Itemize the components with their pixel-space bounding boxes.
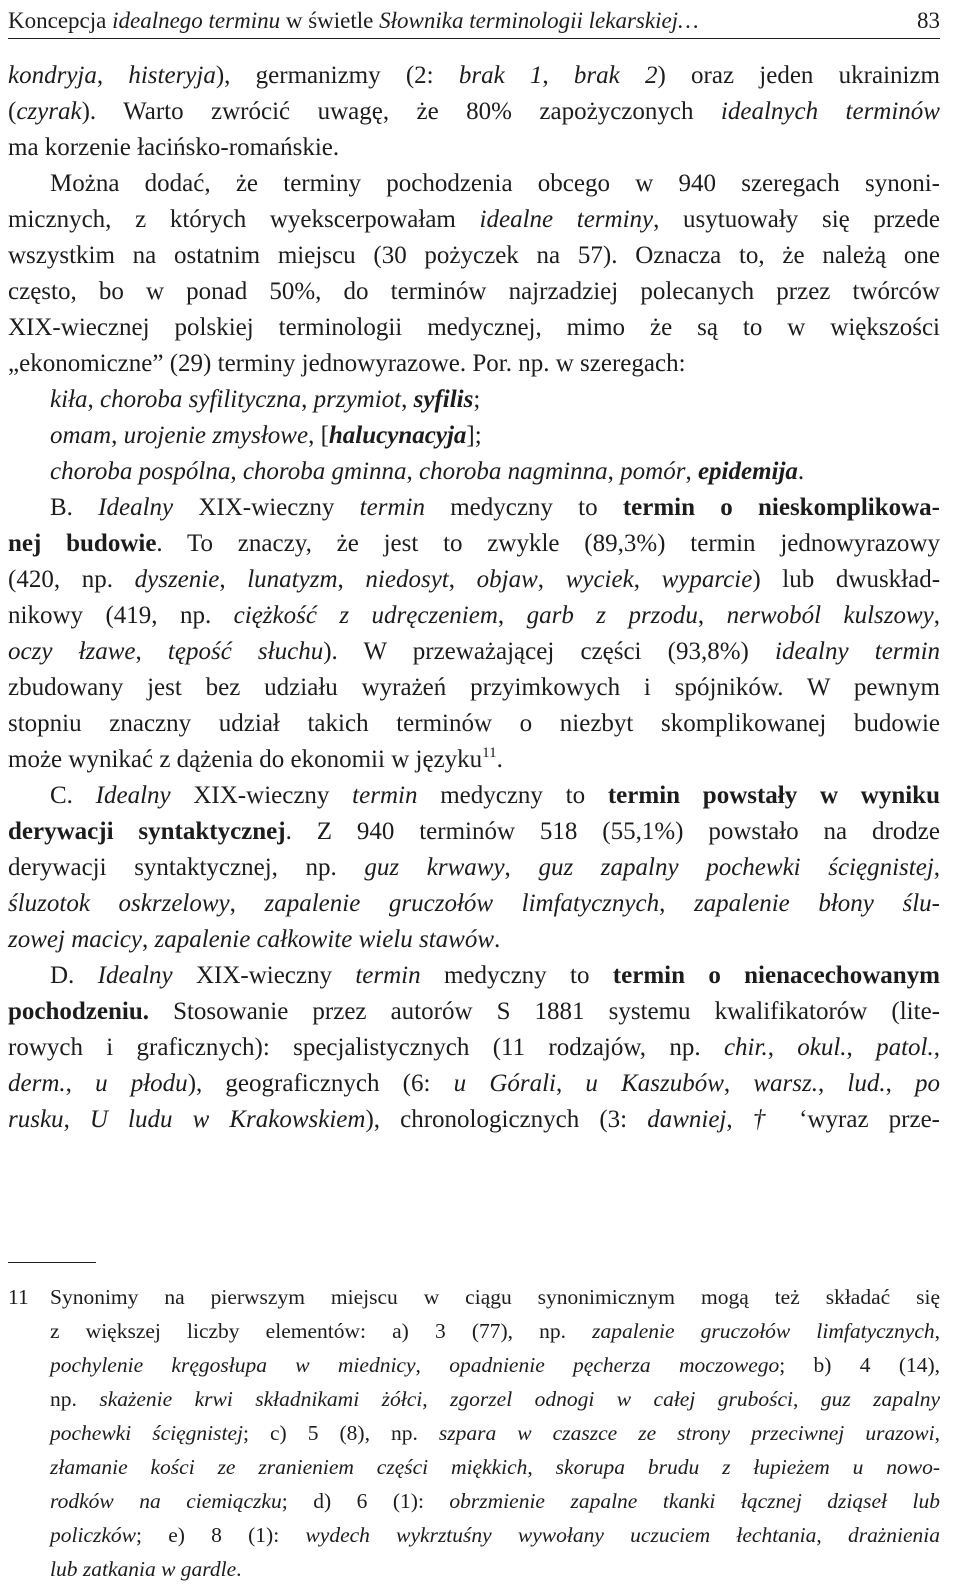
text-run: Synonimy na pierwszym miejscu w ciągu synonimicznym mogą też składać się [50,1285,940,1309]
text-run: . To znaczy, że jest to zwykle (89,3%) termin jednowyrazowy [156,530,940,557]
italic-text: Idealny [98,494,174,521]
text-run: ). Warto zwrócić uwagę, że 80% zapożyczonych [81,98,721,125]
italic-text: złamanie kości ze zranieniem części miękkich [50,1455,528,1479]
text-run: , [301,386,314,413]
text-run: XIX-wieczny [172,962,356,989]
text-line [8,58,940,94]
text-line [8,1102,940,1138]
text-run: derywacji syntaktycznej, np. [8,854,365,881]
text-run: medyczny to [424,494,623,521]
footnote-line [8,1280,940,1314]
text-run: zbudowany jest bez udziału wyrażeń przyimkowych i spójników. W pewnym [8,674,940,701]
text-run: Koncepcja [8,8,113,33]
text-run: Można dodać, że terminy pochodzenia obcego w 940 szeregach synoni- [50,170,940,197]
footnote-line [8,1518,940,1552]
text-line [8,670,940,706]
text-run: , [659,890,694,917]
italic-text: idealnego terminu [112,8,281,33]
italic-text: wyparcie [661,566,753,593]
italic-text: warsz. [753,1070,818,1097]
text-run: , [933,602,941,629]
text-run: , [96,62,129,89]
italic-text: wyciek [565,566,634,593]
italic-text: pomór [620,458,686,485]
text-run: XIX-wieczny [170,782,353,809]
italic-text: choroba pospólna [50,458,231,485]
text-run: wszystkim na ostatnim miejscu (30 pożyczek na 57). Oznacza to, że należą one [8,242,940,269]
italic-text: u Kaszubów [585,1070,724,1097]
italic-text: guz zapalny pochewki ścięgnistej [538,854,934,881]
text-run: . [236,1557,242,1581]
italic-text: U ludu w Krakowskiem [89,1106,366,1133]
footnote-divider [8,1262,96,1263]
text-run: , [846,1034,877,1061]
text-run: , [422,1387,451,1411]
italic-text: brak 2 [573,62,658,89]
italic-text: policzków [50,1523,136,1547]
text-run: , [934,1319,940,1343]
text-run: , [229,890,265,917]
text-line [8,166,940,202]
italic-text: wydech wykrztuśny wywołany uczuciem łechtania [305,1523,817,1547]
italic-text: okul. [797,1034,847,1061]
italic-text: zapalenie gruczołów limfatycznych [264,890,660,917]
text-run: , [885,1070,915,1097]
text-run: , [65,1070,96,1097]
text-run: , [723,1070,754,1097]
text-run: ), geograficznych (6: [187,1070,454,1097]
running-head [8,6,940,39]
text-run: ) oraz jeden ukrainizm [657,62,940,89]
text-run: , [87,386,100,413]
running-head-title [8,6,699,36]
italic-text: drażnienia [848,1523,941,1547]
italic-text: po [915,1070,940,1097]
text-run: , [219,566,248,593]
text-line [8,1066,940,1102]
text-line [8,526,940,562]
text-run: ‘wyraz prze- [779,1106,940,1133]
italic-text: objaw [476,566,538,593]
italic-text: lud. [847,1070,886,1097]
italic-text: urojenie zmysłowe [123,422,309,449]
italic-text: choroba gminna [242,458,407,485]
text-run: , [726,1106,753,1133]
text-run: , [556,1070,586,1097]
text-run: , [607,458,621,485]
italic-text: szpara w czaszce ze strony przeciwnej urazowi [438,1421,935,1445]
text-line [8,418,940,454]
italic-text: niedosyt [365,566,449,593]
italic-text: guz zapalny [820,1387,941,1411]
text-line [8,202,940,238]
italic-text: choroba nagminna [418,458,608,485]
text-run: często, bo w ponad 50%, do terminów najrzadziej polecanych przez twórców [8,278,940,305]
bold-text: derywacji syntaktycznej [8,818,286,845]
text-run: , [542,62,574,89]
text-line [8,454,940,490]
text-run: , [230,458,243,485]
text-run: medyczny to [417,782,608,809]
text-run: , [ [308,422,329,449]
italic-text: pochylenie kręgosłupa w miednicy [50,1353,416,1377]
italic-text: idealne terminy [479,206,654,233]
italic-text: śluzotok oskrzelowy [8,890,230,917]
text-run: XIX-wieczny [173,494,360,521]
italic-text: termin [359,494,425,521]
text-line [8,598,940,634]
text-line [8,634,940,670]
text-run: w świetle [280,8,380,33]
italic-text: zgorzel odnogi w całej grubości [450,1387,794,1411]
text-run: , usytuowały się przede [653,206,940,233]
text-run: , [135,638,168,665]
italic-text: przymiot [313,386,402,413]
text-line [8,130,940,166]
bold-text: nej budowie [8,530,157,557]
italic-text: termin [355,962,421,989]
text-run: , [401,386,414,413]
italic-text: histeryja [128,62,216,89]
text-line [8,886,940,922]
italic-text: nerwoból kulszowy [726,602,934,629]
text-run: ; c) 5 (8), np. [242,1421,439,1445]
footnote-line [8,1552,940,1586]
footnote-line [8,1348,940,1382]
text-run: . [797,458,805,485]
bold-text: pochodzeniu. [8,998,150,1025]
italic-text: Idealny [95,782,171,809]
italic-text: brak 1 [458,62,543,89]
text-run: ), germanizmy (2: [215,62,459,89]
text-run: medyczny to [420,962,613,989]
text-line [8,346,940,382]
text-line [8,490,940,526]
text-run: , [933,1034,941,1061]
text-run: ma korzenie łacińsko-romańskie. [8,134,340,161]
text-run: ; [473,386,481,413]
italic-text: czyrak [16,98,82,125]
text-run: , [537,566,566,593]
text-line [8,706,940,742]
italic-text: zapalenie gruczołów limfatycznych [592,1319,935,1343]
text-line [8,238,940,274]
italic-text: pochewki ścięgnistej [50,1421,243,1445]
text-run: rowych i graficznych): specjalistycznych (11 rodzajów, np. [8,1034,724,1061]
text-run: , [685,458,698,485]
text-run: C. [50,782,96,809]
italic-text: dyszenie [134,566,220,593]
text-line [8,850,940,886]
text-run: , [337,566,366,593]
footnote-reference: 11 [482,745,497,761]
text-run: , [816,1523,849,1547]
text-run: , [633,566,662,593]
italic-text: kiła [50,386,88,413]
text-run: , [415,1353,450,1377]
italic-text: obrzmienie zapalne tkanki łącznej dziąseł lub [449,1489,940,1513]
text-run: nikowy (419, np. [8,602,234,629]
text-run: . Z 940 terminów 518 (55,1%) powstało na drodze [285,818,940,845]
italic-text: idealnych terminów [720,98,940,125]
italic-text: u płodu [95,1070,188,1097]
text-run: . [496,746,503,773]
text-run: może wynikać z dążenia do ekonomii w języku [8,746,483,773]
text-run: , [817,1070,848,1097]
text-run: , [527,1455,556,1479]
bold-text: termin o nienacechowanym [612,962,940,989]
italic-text: idealny termin [775,638,941,665]
italic-text: skorupa brudu z łupieżem u nowo- [555,1455,941,1479]
text-run: , [767,1034,798,1061]
text-run: , [406,458,419,485]
italic-text: guz krwawy [364,854,505,881]
text-line [8,778,940,814]
italic-text: opadnienie pęcherza moczowego [449,1353,780,1377]
text-run: ), chronologicznych (3: [365,1106,648,1133]
italic-text: zowej macicy [8,926,142,953]
text-run: , [697,602,727,629]
italic-text: † [752,1106,780,1133]
text-run: ; e) 8 (1): [136,1523,306,1547]
text-run: np. [50,1387,100,1411]
italic-text: garb z przodu [526,602,698,629]
text-run: . [494,926,501,953]
page-number: 83 [917,8,940,33]
italic-text: lub zatkania w gardle [50,1557,237,1581]
text-line [8,1030,940,1066]
bold-italic-text: syfilis [413,386,474,413]
text-run: , [933,854,941,881]
italic-text: omam [50,422,112,449]
italic-text: rusku [8,1106,64,1133]
italic-text: oczy łzawe [8,638,136,665]
text-line [8,814,940,850]
text-line [8,94,940,130]
footnote-line [8,1416,940,1450]
italic-text: Idealny [97,962,173,989]
text-line [8,958,940,994]
italic-text: choroba syfilityczna [100,386,302,413]
text-run: , [141,926,155,953]
italic-text: zapalenie całkowite wielu stawów [154,926,495,953]
footnote-line [8,1382,940,1416]
text-line [8,274,940,310]
text-run: B. [50,494,99,521]
bold-italic-text: halucynacyja [328,422,467,449]
text-line [8,382,940,418]
text-run: stopniu znaczny udział takich terminów o niezbyt skomplikowanej budowie [8,710,940,737]
italic-text: dawniej [647,1106,727,1133]
italic-text: rodków na ciemiączku [50,1489,282,1513]
text-run: micznych, z których wyekscerpowałam [8,206,480,233]
text-run: , [504,854,539,881]
text-run: (420, np. [8,566,135,593]
footnote-line [8,1314,940,1348]
text-line [8,922,940,958]
text-run: ; d) 6 (1): [281,1489,450,1513]
italic-text: skażenie krwi składnikami żółci [99,1387,423,1411]
text-run: , [111,422,124,449]
footnote-number: 11 [8,1285,29,1309]
text-run: , [497,602,527,629]
text-run: XIX-wiecznej polskiej terminologii medycznej, mimo że są to w większości [8,314,940,341]
italic-text: tępość słuchu [167,638,324,665]
italic-text: chir. [723,1034,768,1061]
footnote-line [8,1484,940,1518]
italic-text: zapalenie błony ślu- [693,890,940,917]
italic-text: termin [352,782,418,809]
italic-text: lunatyzm [247,566,338,593]
text-run: ( [8,98,17,125]
text-run: ; b) 4 (14), [779,1353,941,1377]
footnote [8,1280,940,1586]
text-run: z większej liczby elementów: a) 3 (77), np. [50,1319,593,1343]
text-run: „ekonomiczne” (29) terminy jednowyrazowe. Por. np. w szeregach: [8,350,686,377]
text-run: ]; [466,422,482,449]
italic-text: derm. [8,1070,66,1097]
italic-text: patol. [876,1034,934,1061]
bold-italic-text: epidemija [697,458,798,485]
text-run: , [448,566,477,593]
italic-text: kondryja [8,62,97,89]
footnote-line [8,1450,940,1484]
text-run: ). W przeważającej części (93,8%) [323,638,776,665]
text-line [8,310,940,346]
bold-text: termin o nieskomplikowa- [622,494,940,521]
text-run: Stosowanie przez autorów S 1881 systemu kwalifikatorów (lite- [149,998,940,1025]
text-line [8,742,940,778]
italic-text: ciężkość z udręczeniem [233,602,498,629]
text-run: , [793,1387,821,1411]
text-run: , [63,1106,90,1133]
italic-text: Słownika terminologii lekarskiej… [379,8,699,33]
italic-text: u Górali [453,1070,556,1097]
text-line [8,994,940,1030]
text-line [8,562,940,598]
text-run: D. [50,962,98,989]
body-text [8,58,940,1138]
text-run: ) lub dwuskład- [752,566,941,593]
text-run: , [934,1421,940,1445]
bold-text: termin powstały w wyniku [607,782,940,809]
